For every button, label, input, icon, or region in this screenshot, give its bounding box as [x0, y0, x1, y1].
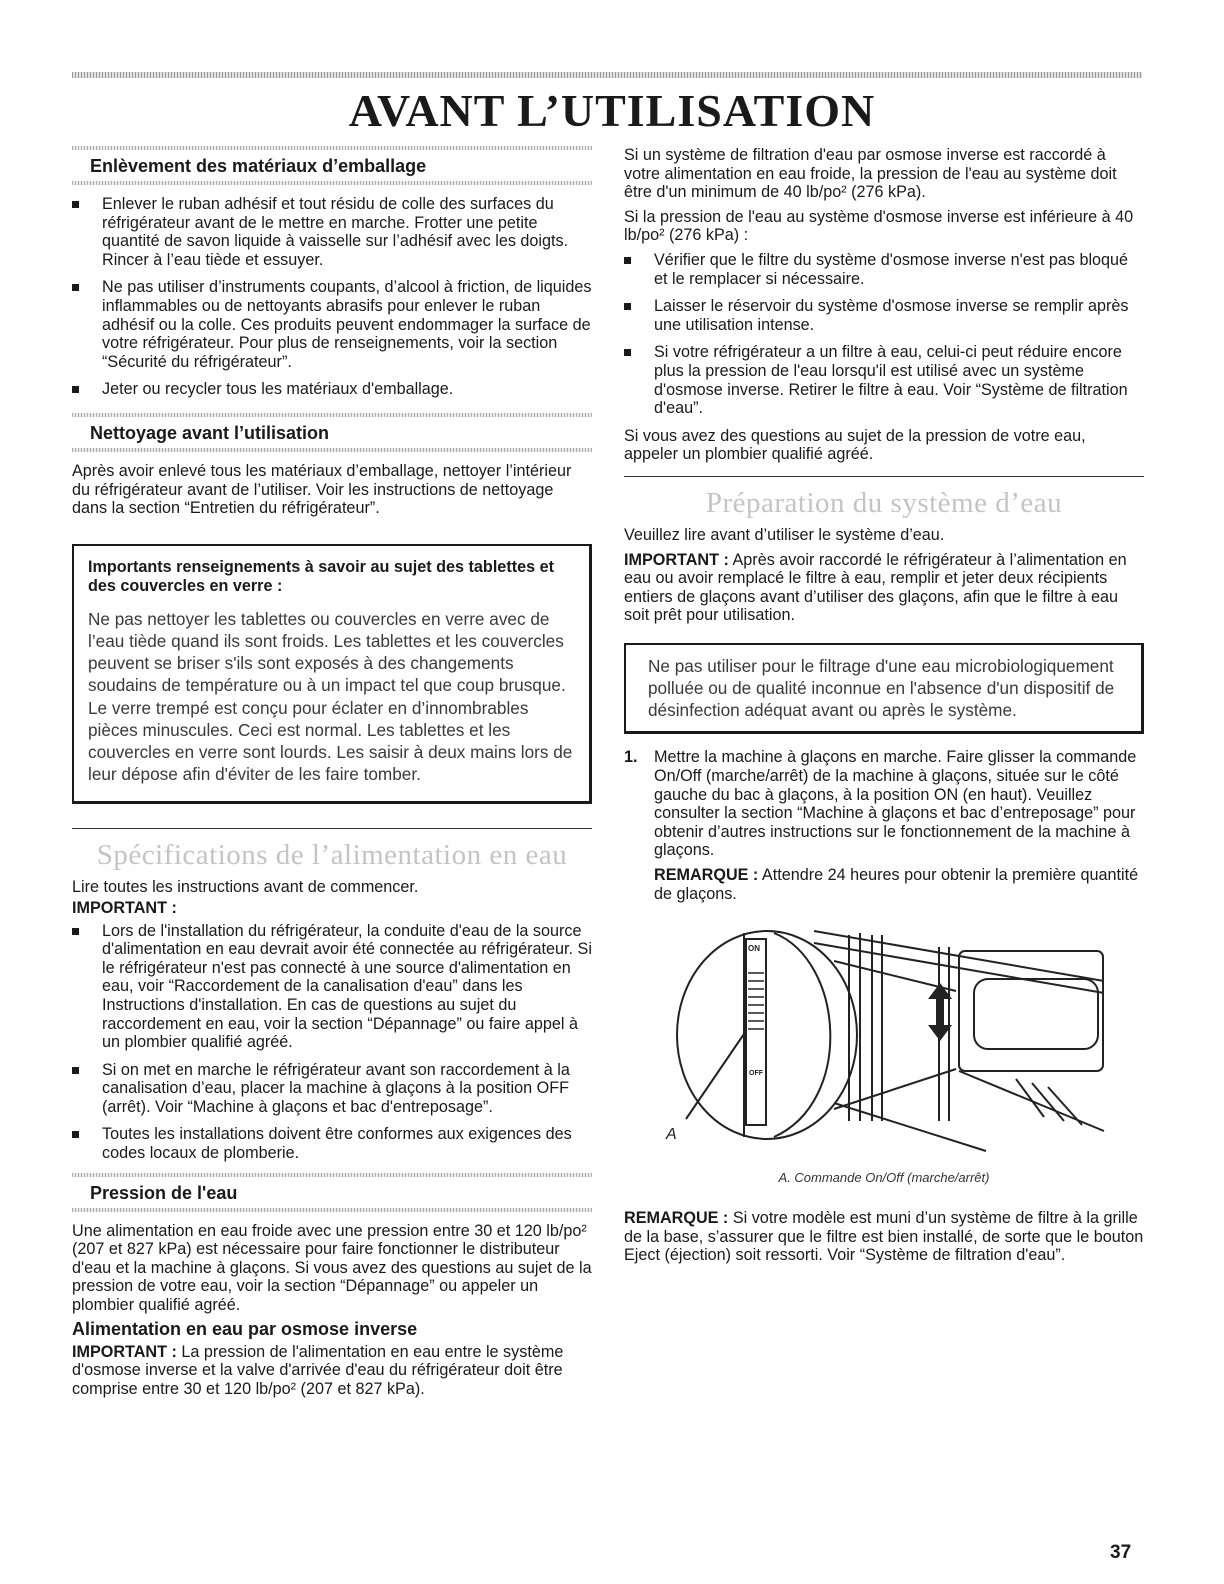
step-number: 1.	[624, 748, 638, 767]
list-item: Enlever le ruban adhésif et tout résidu de colle des surfaces du réfrigérateur avant de le mettre en marche. Frotter une petite quantité de savon liquide à vaisselle sur l’adhésif avec les doigts. Rincer à l’eau tiède et essuyer.	[72, 195, 592, 269]
water-quality-warning-box	[624, 643, 1144, 735]
pressure-heading: Pression de l'eau	[90, 1182, 238, 1203]
base-grille-note-label: REMARQUE :	[624, 1209, 729, 1228]
switch-off-label: OFF	[749, 1070, 763, 1078]
list-item: Lors de l'installation du réfrigérateur, la conduite d'eau de la source d'alimentation en eau devrait avoir été connectée au réfrigérateur. Si le réfrigérateur n'est pas connecté à une source d'alimentation en eau, voir “Raccordement de la canalisation d'eau” dans les Instructions d'installation. En cas de questions au sujet du raccordement en eau, voir la section “Dépannage” ou faire appel à un plombier qualifié agréé.	[72, 922, 592, 1052]
list-item: Jeter ou recycler tous les matériaux d'emballage.	[72, 380, 592, 399]
right-column	[624, 146, 1144, 1265]
water-spec-intro: Lire toutes les instructions avant de commencer.	[72, 878, 419, 897]
list-item: Toutes les installations doivent être conformes aux exigences des codes locaux de plomberie.	[72, 1125, 592, 1162]
switch-on-label: ON	[748, 944, 760, 954]
step-text: Mettre la machine à glaçons en marche. Faire glisser la commande On/Off (marche/arrêt) de la machine à glaçons, située sur le côté gauche du bac à glaçons, à la position ON (en haut). Veuillez consulter la section “Machine à glaçons et bac d’entreposage” pour obtenir d’autres instructions sur le fonctionnement de la machine à glaçons.	[654, 748, 1137, 860]
water-spec-list	[72, 922, 592, 1163]
osmosis-heading: Alimentation en eau par osmose inverse	[72, 1318, 418, 1339]
osmosis-min-pressure-text: Si un système de filtration d'eau par osmose inverse est raccordé à votre alimentation en eau froide, la pression de l'eau au système doit être d'un minimum de 40 lb/po² (276 kPa).	[624, 146, 1117, 202]
glass-shelves-warning-box	[72, 544, 592, 805]
list-item: Si on met en marche le réfrigérateur avant son raccordement à la canalisation d’eau, placer la machine à glaçons à la position OFF (arrêt). Voir “Machine à glaçons et bac d'entreposage”.	[72, 1061, 592, 1117]
ice-wait-note-label: REMARQUE :	[654, 866, 759, 885]
page-title: AVANT L’UTILISATION	[348, 85, 876, 136]
cleaning-text: Après avoir enlevé tous les matériaux d’emballage, nettoyer l’intérieur du réfrigérateur avant de l’utiliser. Voir les instructions de nettoyage dans la section “Entretien du réfrigérateur”.	[72, 461, 572, 518]
ice-wait-note	[624, 866, 1144, 903]
water-spec-title: Spécifications de l’alimentation en eau	[96, 839, 568, 872]
water-prep-title: Préparation du système d’eau	[705, 486, 1063, 519]
top-rule	[72, 72, 1142, 78]
glass-shelves-box-text: Ne pas nettoyer les tablettes ou couvercles en verre avec de l’eau tiède quand ils sont froids. Les tablettes et les couvercles peuvent se briser s'ils sont exposés à des changements soudains de température ou à un impact tel que coup brusque. Le verre trempé est conçu pour éclater en d’innombrables pièces minuscules. Ceci est normal. Les tablettes et les couvercles en verre sont lourds. Les saisir à deux mains lors de leur dépose afin d'éviter de les faire tomber.	[88, 608, 573, 785]
cleaning-heading-bar	[72, 413, 592, 452]
list-item: Ne pas utiliser d’instruments coupants, d’alcool à friction, de liquides inflammables ou de nettoyants abrasifs pour enlever le ruban adhésif ou la colle. Ces produits peuvent endommager la surface de votre réfrigérateur. Pour plus de renseignements, voir la section “Sécurité du réfrigérateur”.	[72, 278, 592, 371]
water-prep-important-label: IMPORTANT :	[624, 550, 729, 569]
osmosis-important-label: IMPORTANT :	[72, 1342, 177, 1361]
packaging-heading-bar	[72, 146, 592, 185]
list-item: Si votre réfrigérateur a un filtre à eau, celui-ci peut réduire encore plus la pression de l'eau lorsqu'il est utilisé avec un système d'osmose inverse. Retirer le filtre à eau. Voir “Système de filtration d'eau”.	[624, 343, 1144, 417]
figure-caption: A. Commande On/Off (marche/arrêt)	[778, 1170, 990, 1186]
osmosis-important-paragraph	[72, 1343, 592, 1399]
pressure-heading-bar	[72, 1173, 592, 1212]
callout-a-label: A	[666, 1126, 677, 1144]
base-grille-note	[624, 1209, 1144, 1265]
section-rule	[624, 476, 1144, 477]
water-spec-important-label: IMPORTANT :	[72, 898, 177, 917]
ice-maker-steps	[624, 748, 1144, 860]
glass-shelves-box-heading: Importants renseignements à savoir au sujet des tablettes et des couvercles en verre :	[88, 557, 554, 595]
list-item: Vérifier que le filtre du système d'osmose inverse n'est pas bloqué et le remplacer si nécessaire.	[624, 251, 1144, 288]
packaging-heading: Enlèvement des matériaux d’emballage	[90, 156, 427, 176]
osmosis-important-text: La pression de l'alimentation en eau entre le système d'osmose inverse et la valve d'arrivée d'eau du réfrigérateur doit être comprise entre 30 et 120 lb/po² (207 et 827 kPa).	[72, 1342, 564, 1398]
list-item: Laisser le réservoir du système d'osmose inverse se remplir après une utilisation intense.	[624, 297, 1144, 334]
packaging-list	[72, 195, 592, 399]
base-grille-note-text: Si votre modèle est muni d’un système de filtre à la grille de la base, s’assurer que le filtre est bien installé, de sorte que le bouton Eject (éjection) soit ressorti. Voir “Système de filtration d'eau”.	[624, 1209, 1144, 1265]
water-prep-intro: Veuillez lire avant d’utiliser le système d’eau.	[624, 525, 945, 544]
ice-wait-note-text: Attendre 24 heures pour obtenir la première quantité de glaçons.	[654, 866, 1139, 903]
pressure-text: Une alimentation en eau froide avec une pression entre 30 et 120 lb/po² (207 et 827 kPa) est nécessaire pour faire fonctionner le distributeur d'eau et la machine à glaçons. Si vous avez des questions au sujet de la pression de votre eau, voir la section “Dépannage” ou appeler un plombier qualifié agréé.	[72, 1221, 592, 1315]
cleaning-heading: Nettoyage avant l’utilisation	[90, 422, 330, 443]
section-rule	[72, 828, 592, 829]
page-number: 37	[1110, 1542, 1132, 1563]
osmosis-actions-list	[624, 251, 1144, 418]
list-item	[624, 748, 1144, 860]
water-quality-box-text: Ne pas utiliser pour le filtrage d'une eau microbiologiquement polluée ou de qualité inconnue en l'absence d'un dispositif de désinfection adéquat avant ou après le système.	[648, 655, 1115, 721]
water-prep-important-paragraph	[624, 551, 1144, 625]
water-prep-important-text: Après avoir raccordé le réfrigérateur à l’alimentation en eau ou avoir remplacé le filtre à eau, remplir et jeter deux récipients entiers de glaçons avant d’utiliser des glaçons, afin que le filtre à eau soit prêt pour utilisation.	[624, 550, 1127, 625]
left-column	[72, 146, 592, 1398]
osmosis-questions-text: Si vous avez des questions au sujet de la pression de votre eau, appeler un plombier qualifié agréé.	[624, 426, 1086, 464]
ice-maker-switch-illustration	[624, 921, 1144, 1153]
osmosis-low-pressure-text: Si la pression de l'eau au système d'osmose inverse est inférieure à 40 lb/po² (276 kPa) :	[624, 207, 1134, 245]
